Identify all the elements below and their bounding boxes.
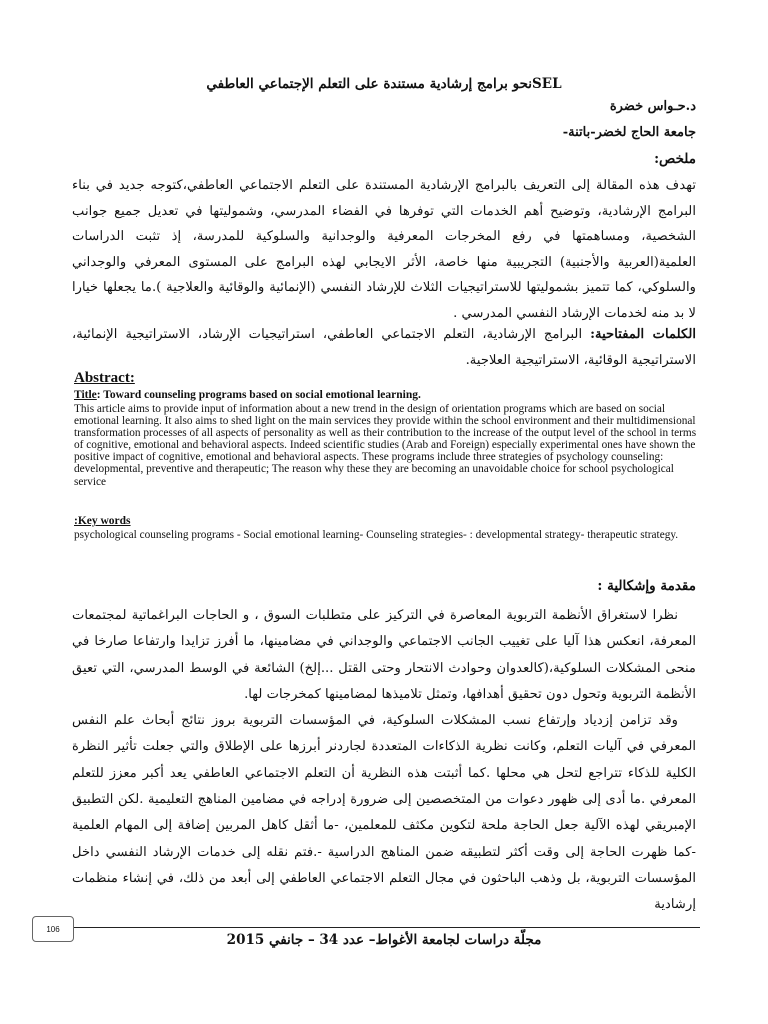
english-keywords-heading: :Key words: [74, 515, 131, 527]
intro-paragraph-2: وقد تزامن إزدياد وإرتفاع نسب المشكلات السلوكية، في المؤسسات التربوية بروز نتائج أبحاث علم النفس المعرفي في آليات التعلم، وكانت نظرية الذكاءات المتعددة لجاردنر أبرزها على الإطلاق والتي جعلت تأثير النظرة الكلية للذكاء تتراجع لتحل هي محلها .كما أثبتت هذه النظرية أن التعلم الاجتماعي العاطفي يعد أكبر معزز للتعلم المعرفي .ما أدى إلى ظهور دعوات من المتخصصين إلى ضرورة إدراجه في مضامين المناهج التعليمية .لكن التطبيق الإمبريقي لهذه الآلية جعل الحاجة ملحة لتكوين مكثف للمعلمين، -ما أثقل كاهل المربين إضافة إلى المهام العلمية -كما ظهرت الحاجة إلى وقت أكثر لتطبيقه ضمن المناهج الدراسية -.فتم نقله إلى خدمات الإرشاد النفسي داخل المؤسسات التربوية، بل وذهب الباحثون في مجال التعلم الاجتماعي العاطفي إلى أبعد من ذلك، في إنشاء منظمات إرشادية: [72, 713, 696, 913]
summary-heading: ملخص:: [654, 151, 696, 167]
abstract-body: This article aims to provide input of information about a new trend in the design of orientation programs which are based on social emotional learning. It also aims to shed light on the main services they provide within the school environment and their multidimensional transformation processes of all aspects of personality as well as their contribution to the increase of the output level of the school in terms of cognitive, emotional and behavioral aspects. Indeed scientific studies (Arab and Foreign) especially experimental ones have shown the positive impact of cognitive, emotional and behavioral aspects. These programs include three strategies of psychology counseling: developmental, preventive and therapeutic; The reason why these they are becoming an unavoidable choice for school psychological service: [74, 403, 697, 488]
english-keywords: psychological counseling programs - Social emotional learning- Counseling strategies- : developmental strategy- therapeutic strategy.: [74, 529, 679, 541]
arabic-keywords: [72, 322, 696, 373]
footer-divider: [40, 927, 700, 928]
journal-footer: مجلّة دراسات لجامعة الأغواط– عدد 34 – جانفي 2015: [226, 932, 542, 948]
abstract-heading: Abstract:: [74, 370, 135, 386]
article-title: نحو برامج إرشادية مستندة على التعلم الإجتماعي العاطفيSEL: [206, 76, 562, 92]
page-number: 106: [32, 916, 74, 942]
abstract-title-label: Title: [74, 389, 97, 401]
intro-body: [72, 603, 696, 919]
author-affiliation: جامعة الحاج لخضر-باتنة-: [562, 125, 696, 140]
abstract-title: [74, 389, 700, 401]
summary-text: تهدف هذه المقالة إلى التعريف بالبرامج الإرشادية المستندة على التعلم الاجتماعي العاطفي،كتوجه جديد في بناء البرامج الإرشادية، وتوضيح أهم الخدمات التي توفرها في الفضاء المدرسي، وشموليتها في تعديل جميع جوانب الشخصية، ومساهمتها في رفع المخرجات المعرفية والوجدانية والسلوكية للمدرسة، إذ تثبت الدراسات العلمية(العربية والأجنبية) التجريبية منها خاصة، الأثر الايجابي لهذه البرامج على المستوى المعرفي والوجداني والسلوكي، كما تتميز بشموليتها للاستراتيجيات الثلاث للإرشاد النفسي (الإنمائية والوقائية والعلاجية ).ما يجعلها خيارا لا بد منه لخدمات الإرشاد النفسي المدرسي .: [72, 178, 696, 321]
keywords-label: الكلمات المفتاحية:: [590, 327, 696, 342]
author-name: د.حـواس خضرة: [609, 99, 696, 114]
intro-paragraph-1: نظرا لاستغراق الأنظمة التربوية المعاصرة في التركيز على متطلبات السوق ، و الحاجات البراغماتية لمجتمعات المعرفة، انعكس هذا آليا على تغييب الجانب الاجتماعي والوجداني في مضامينها، ما أفرز تزايدا وارتفاعا صارخا في منحى المشكلات السلوكية،(كالعدوان وحوادث الانتحار وحتى القتل ...إلخ) الشائعة في الوسط المدرسي، التي تعيق الأنظمة التربوية وتحول دون تحقيق أهدافها، وتمثل تلاميذها لمضامينها كمخرجات لها.: [72, 608, 696, 702]
abstract-title-text: : Toward counseling programs based on social emotional learning.: [96, 389, 421, 401]
intro-heading: مقدمة وإشكالية :: [597, 578, 696, 594]
keywords-text: البرامج الإرشادية، التعلم الاجتماعي العاطفي، استراتيجيات الإرشاد، الاستراتيجية الإنمائية، الاستراتيجية الوقائية، الاستراتيجية العلاجية.: [72, 327, 696, 368]
